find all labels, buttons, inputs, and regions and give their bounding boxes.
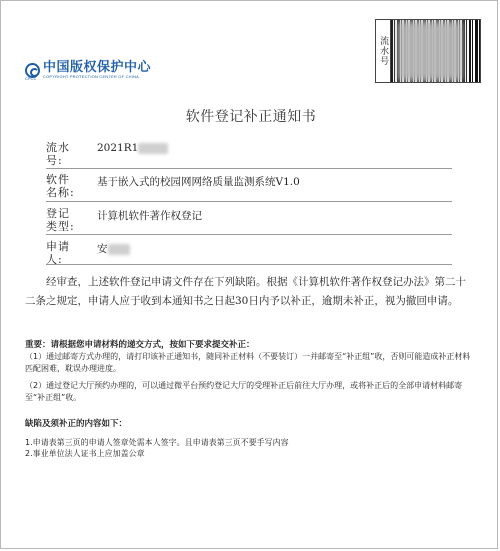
field-row-applicant	[46, 240, 452, 265]
serial-box-label	[376, 20, 391, 82]
logo-english-name: COPYRIGHT PROTECTION CENTER OF CHINA	[43, 74, 140, 79]
applicant-redaction	[108, 244, 130, 255]
logo-chinese-name: 中国版权保护中心	[43, 60, 152, 75]
applicant-value-text: 安	[97, 243, 108, 255]
field-value-applicant	[97, 241, 130, 256]
important-item-1: （1）通过邮寄方式办理的，请打印该补正通知书，随同补正材料（不要装订）一并邮寄至“补正组”收，否则可能造成补正材料匹配困难，耽误办理进度。	[25, 352, 471, 373]
logo-mark-text: CPCC	[25, 76, 37, 81]
field-value-software-name: 基于嵌入式的校园网网络质量监测系统V1.0	[97, 176, 300, 188]
serial-number-box	[375, 19, 481, 83]
field-value-registration-type: 计算机软件著作权登记	[97, 210, 202, 222]
field-row-software-name	[46, 173, 452, 202]
serial-box-label-text: 流水号	[378, 36, 389, 66]
field-label-registration-type: 登记类型:	[46, 207, 75, 233]
defect-item-2: 2.事业单位法人证书上应加盖公章	[25, 449, 145, 458]
serial-redaction	[138, 143, 168, 154]
field-row-serial	[46, 141, 452, 169]
defects-heading: 缺陷及须补正的内容如下：	[25, 419, 128, 429]
barcode-redaction	[397, 20, 463, 82]
field-row-registration-type	[46, 207, 452, 235]
logo-text	[43, 61, 151, 79]
field-label-applicant: 申请人:	[46, 240, 70, 266]
important-heading: 重要：请根据您申请材料的递交方式，按如下要求提交补正：	[25, 340, 255, 350]
document-title: 软件登记补正通知书	[185, 109, 317, 125]
serial-value-text: 2021R1	[97, 142, 139, 154]
field-value-serial	[97, 142, 168, 154]
field-label-serial: 流水号:	[46, 141, 70, 167]
field-label-software-name: 软件名称:	[46, 173, 75, 199]
notice-paragraph: 经审查，上述软件登记申请文件存在下列缺陷。根据《计算机软件著作权登记办法》第二十二条之规定，申请人应于收到本通知书之日起30日内予以补正，逾期未补正，视为撤回申请。	[25, 276, 466, 307]
important-item-2: （2）通过登记大厅预约办理的，可以通过微平台预约登记大厅的受理补正后前往大厅办理，或将补正后的全部申请材料邮寄至“补正组”收。	[25, 381, 463, 402]
barcode	[391, 20, 480, 82]
cpcc-logo	[25, 60, 152, 81]
defect-item-1: 1.申请表第三页的申请人签章处需本人签字。且申请表第三页不要手写内容	[25, 438, 289, 447]
